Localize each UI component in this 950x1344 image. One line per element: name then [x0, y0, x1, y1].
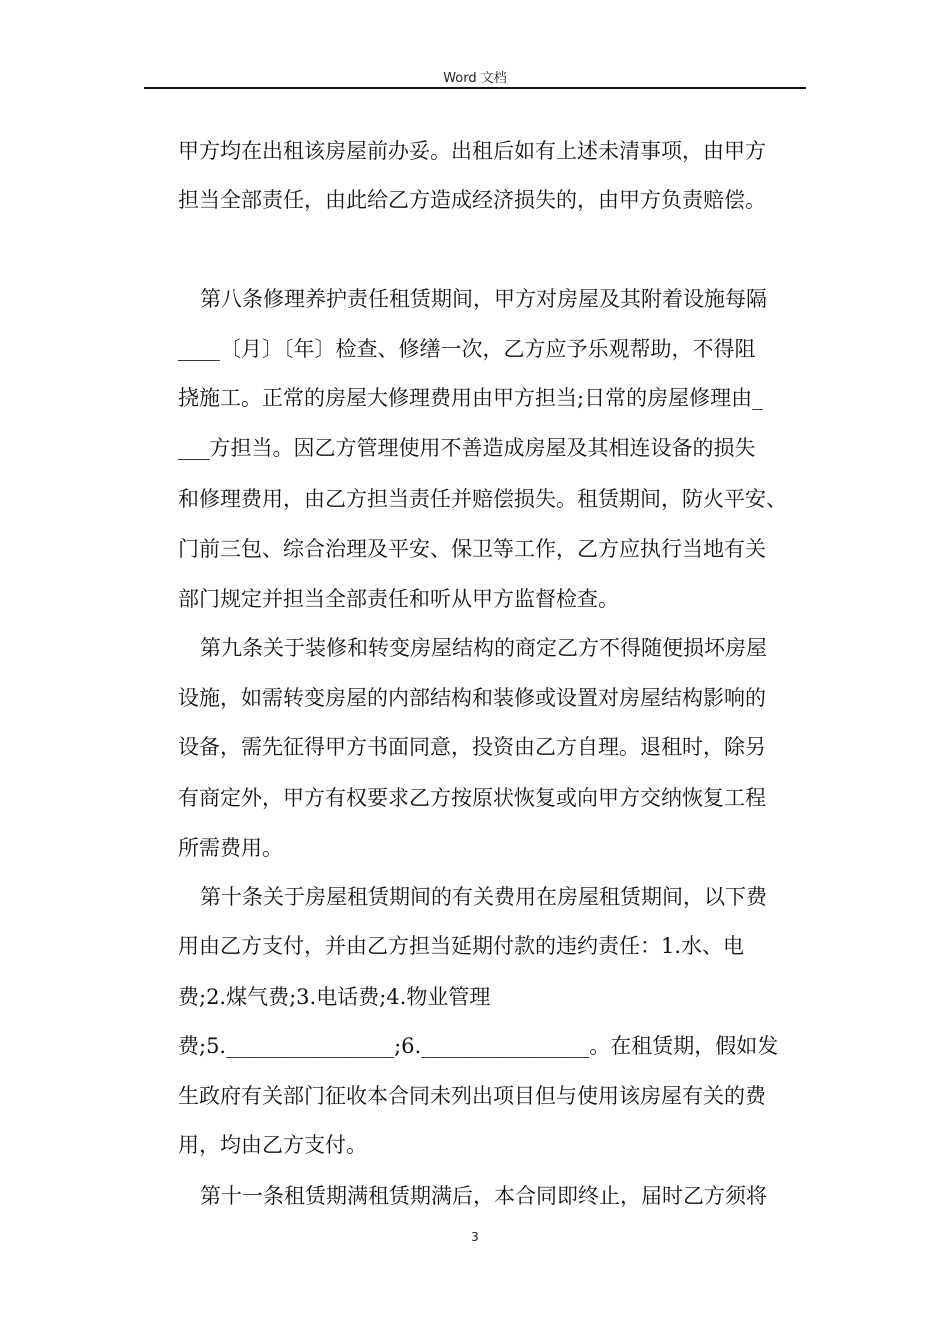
text-line: 第十一条租赁期满租赁期满后，本合同即终止，届时乙方须将 [200, 1184, 767, 1208]
text-line: 第十条关于房屋租赁期间的有关费用在房屋租赁期间，以下费 [200, 885, 767, 909]
page-header: Word 文档 [443, 71, 507, 86]
text-line: 用由乙方支付，并由乙方担当延期付款的违约责任：1.水、电 [178, 934, 745, 958]
header-divider [144, 87, 806, 89]
text-line: 部门规定并担当全部责任和听从甲方监督检查。 [178, 587, 619, 611]
text-line: 设备，需先征得甲方书面同意，投资由乙方自理。退租时，除另 [178, 735, 766, 759]
text-line: 所需费用。 [178, 836, 283, 860]
text-line: 甲方均在出租该房屋前办妥。出租后如有上述未清事项，由甲方 [178, 139, 766, 163]
text-line: 费;2.煤气费;3.电话费;4.物业管理 [178, 985, 491, 1009]
text-line: ____〔月〕〔年〕检查、修缮一次，乙方应予乐观帮助，不得阻 [178, 337, 756, 361]
text-line: 设施，如需转变房屋的内部结构和装修或设置对房屋结构影响的 [178, 686, 766, 710]
text-line: ___方担当。因乙方管理使用不善造成房屋及其相连设备的损失 [178, 436, 756, 460]
text-line: 门前三包、综合治理及平安、保卫等工作，乙方应执行当地有关 [178, 537, 766, 561]
text-line: 生政府有关部门征收本合同未列出项目但与使用该房屋有关的费 [178, 1084, 766, 1108]
text-line: 第八条修理养护责任租赁期间，甲方对房屋及其附着设施每隔 [200, 287, 767, 311]
text-line: 费;5.________________;6.________________。在租赁期，假如发 [178, 1034, 779, 1058]
text-line: 用，均由乙方支付。 [178, 1133, 367, 1157]
text-line: 和修理费用，由乙方担当责任并赔偿损失。租赁期间，防火平安、 [178, 487, 787, 511]
text-line: 担当全部责任，由此给乙方造成经济损失的，由甲方负责赔偿。 [178, 188, 766, 212]
page-number: 3 [471, 1230, 479, 1244]
text-line: 第九条关于装修和转变房屋结构的商定乙方不得随便损坏房屋 [200, 636, 767, 660]
text-line: 有商定外，甲方有权要求乙方按原状恢复或向甲方交纳恢复工程 [178, 786, 766, 810]
text-line: 挠施工。正常的房屋大修理费用由甲方担当;日常的房屋修理由_ [178, 386, 763, 410]
